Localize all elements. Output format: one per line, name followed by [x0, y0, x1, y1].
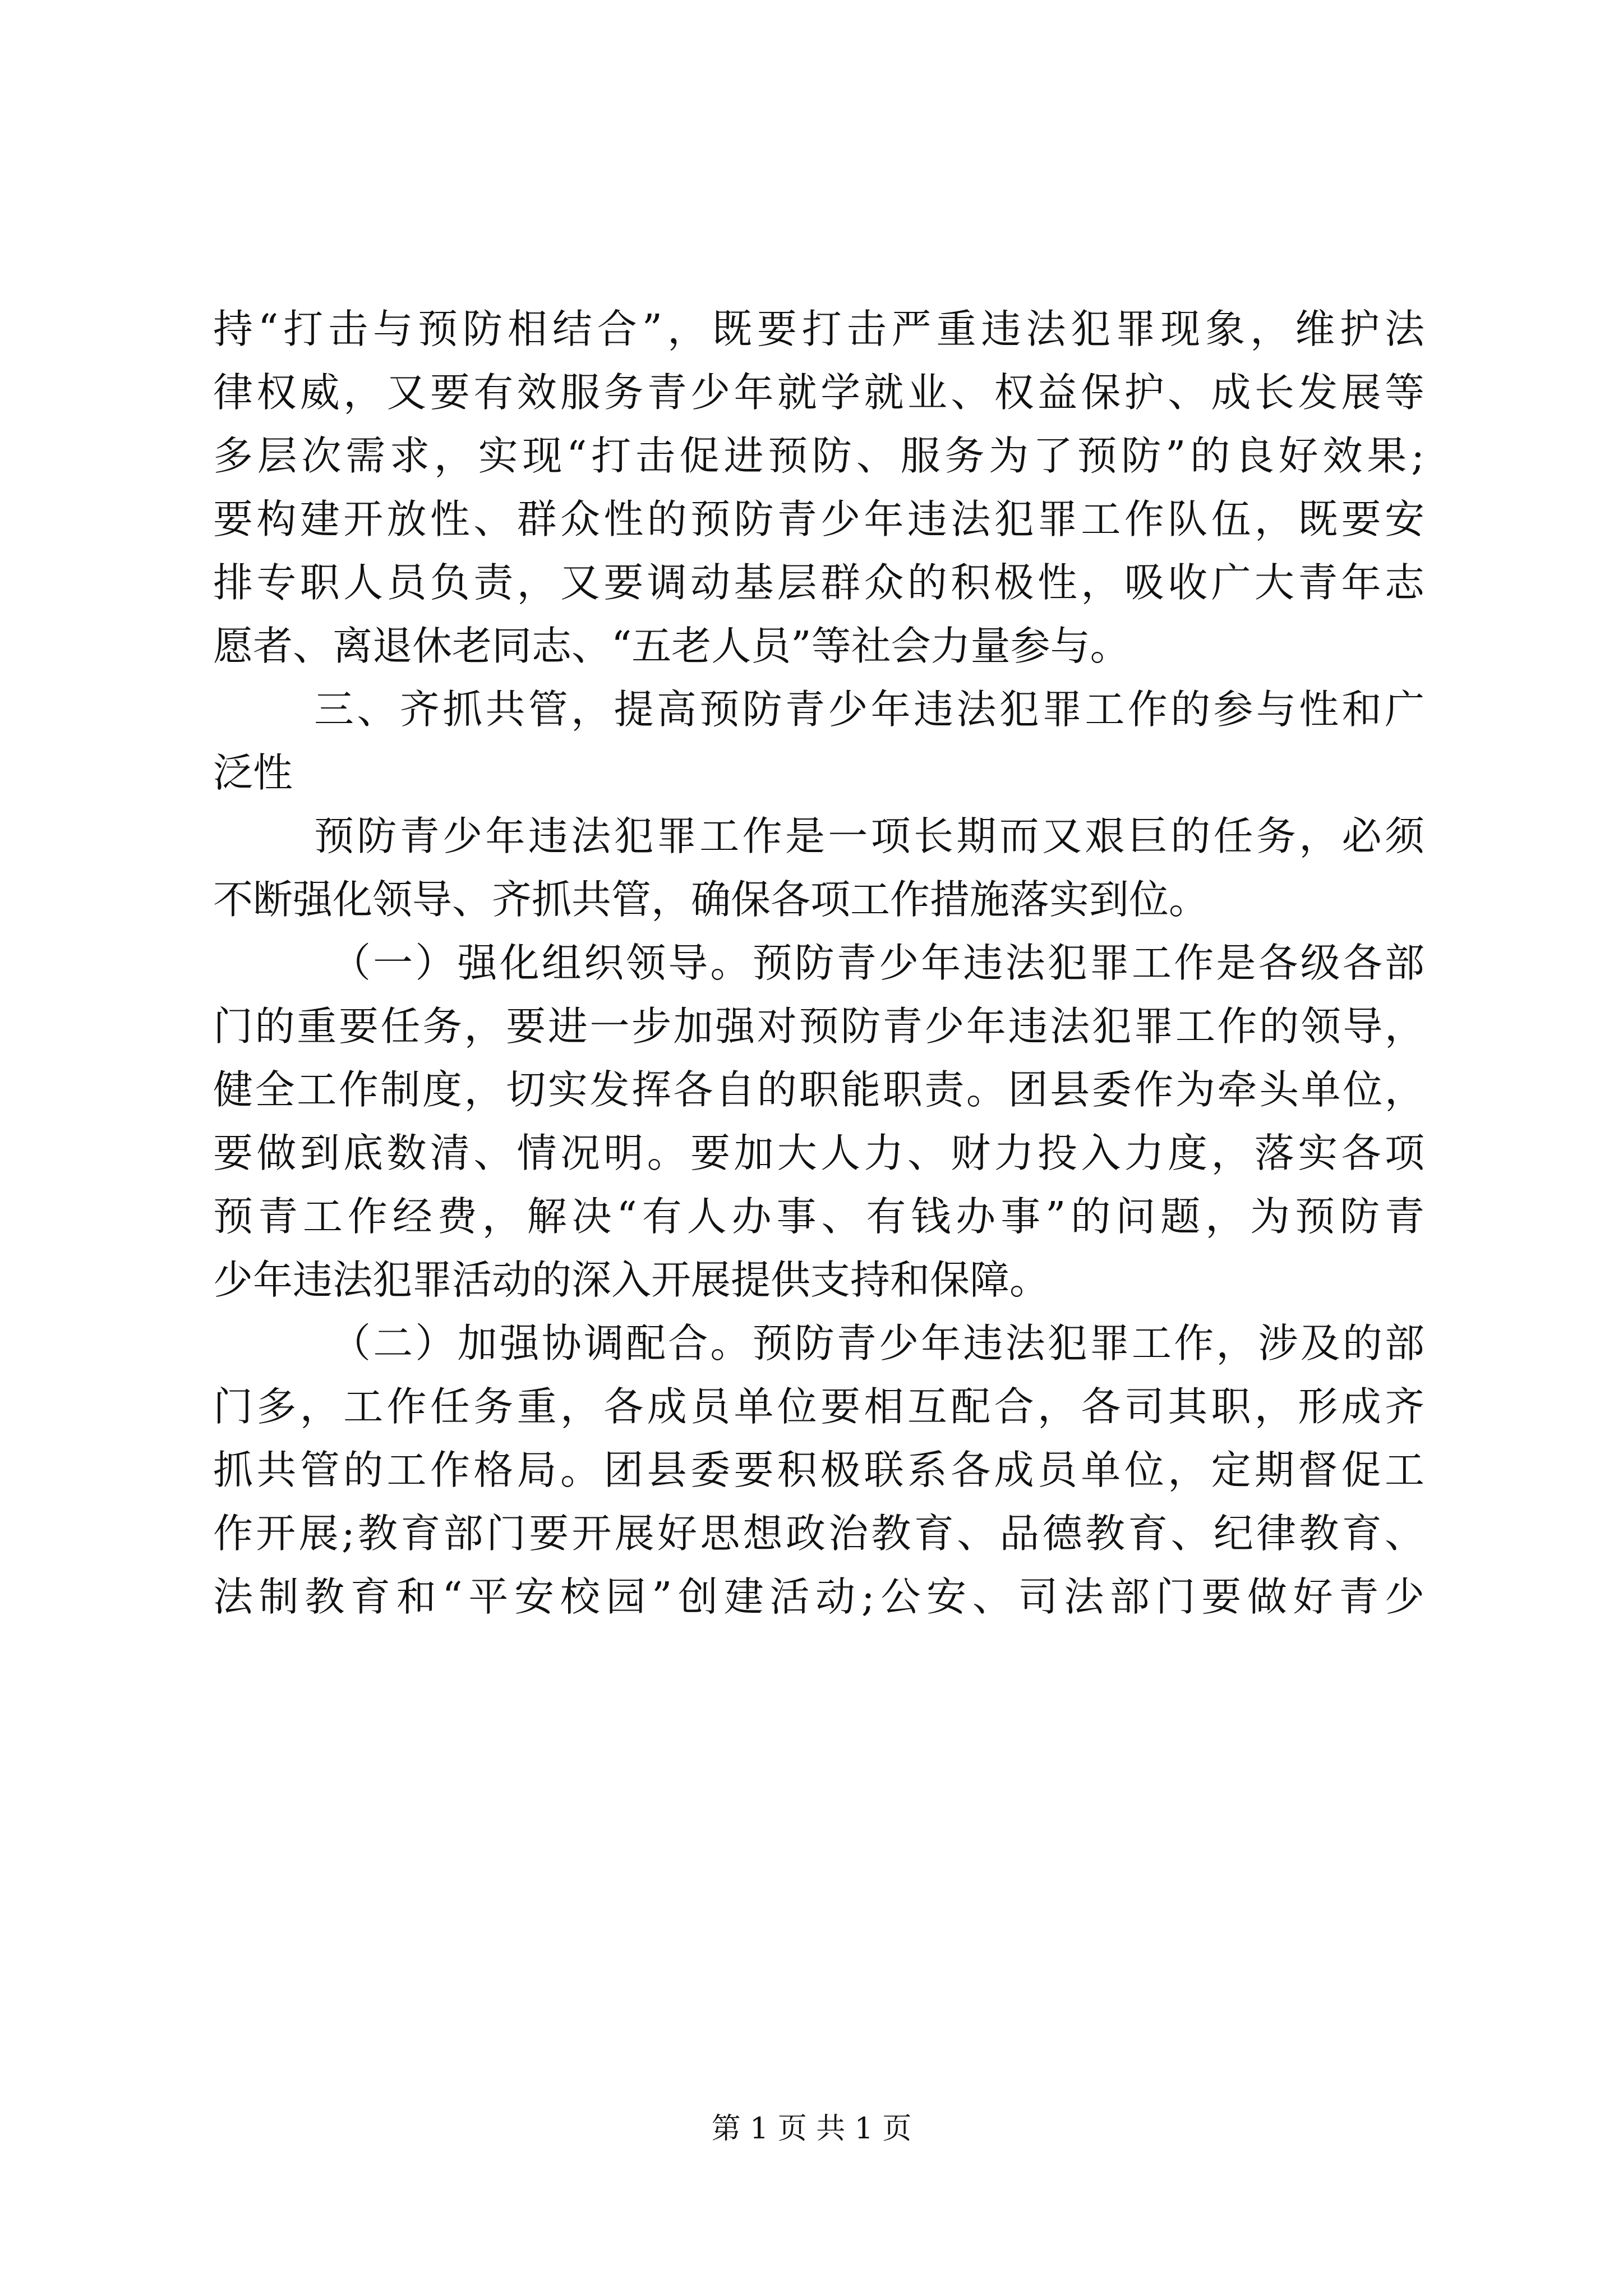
page-footer: 第 1 页 共 1 页: [711, 2112, 912, 2146]
subsection-line: （二）加强协调配合。预防青少年违法犯罪工作，涉及的部: [331, 1320, 1424, 1366]
text-line: 预青工作经费，解决“有人办事、有钱办事”的问题，为预防青: [213, 1193, 1424, 1240]
text-line: 律权威，又要有效服务青少年就学就业、权益保护、成长发展等: [213, 369, 1424, 416]
text-line: 不断强化领导、齐抓共管，确保各项工作措施落实到位。: [213, 876, 1209, 923]
text-line: 排专职人员负责，又要调动基层群众的积极性，吸收广大青年志: [213, 559, 1424, 606]
subsection-line: （一）强化组织领导。预防青少年违法犯罪工作是各级各部: [331, 940, 1424, 986]
text-line: 门多，工作任务重，各成员单位要相互配合，各司其职，形成齐: [213, 1383, 1424, 1430]
section-heading-continued: 泛性: [213, 749, 293, 796]
text-line: 要做到底数清、情况明。要加大人力、财力投入力度，落实各项: [213, 1130, 1424, 1176]
text-line: 门的重要任务，要进一步加强对预防青少年违法犯罪工作的领导，: [213, 1003, 1424, 1050]
section-heading: 三、齐抓共管，提高预防青少年违法犯罪工作的参与性和广: [314, 686, 1424, 733]
document-body: [213, 297, 1424, 1628]
text-line: 愿者、离退休老同志、“五老人员”等社会力量参与。: [213, 623, 1130, 669]
text-line: 作开展;教育部门要开展好思想政治教育、品德教育、纪律教育、: [213, 1510, 1424, 1557]
text-line: 预防青少年违法犯罪工作是一项长期而又艰巨的任务，必须: [314, 813, 1424, 859]
text-line: 抓共管的工作格局。团县委要积极联系各成员单位，定期督促工: [213, 1447, 1424, 1493]
text-line: 要构建开放性、群众性的预防青少年违法犯罪工作队伍，既要安: [213, 496, 1424, 542]
text-line: 法制教育和“平安校园”创建活动;公安、司法部门要做好青少: [213, 1573, 1424, 1620]
text-line: 多层次需求，实现“打击促进预防、服务为了预防”的良好效果;: [213, 432, 1424, 479]
text-line: 健全工作制度，切实发挥各自的职能职责。团县委作为牵头单位，: [213, 1066, 1424, 1113]
text-line: 少年违法犯罪活动的深入开展提供支持和保障。: [213, 1257, 1050, 1303]
text-line: 持“打击与预防相结合”，既要打击严重违法犯罪现象，维护法: [213, 306, 1424, 352]
